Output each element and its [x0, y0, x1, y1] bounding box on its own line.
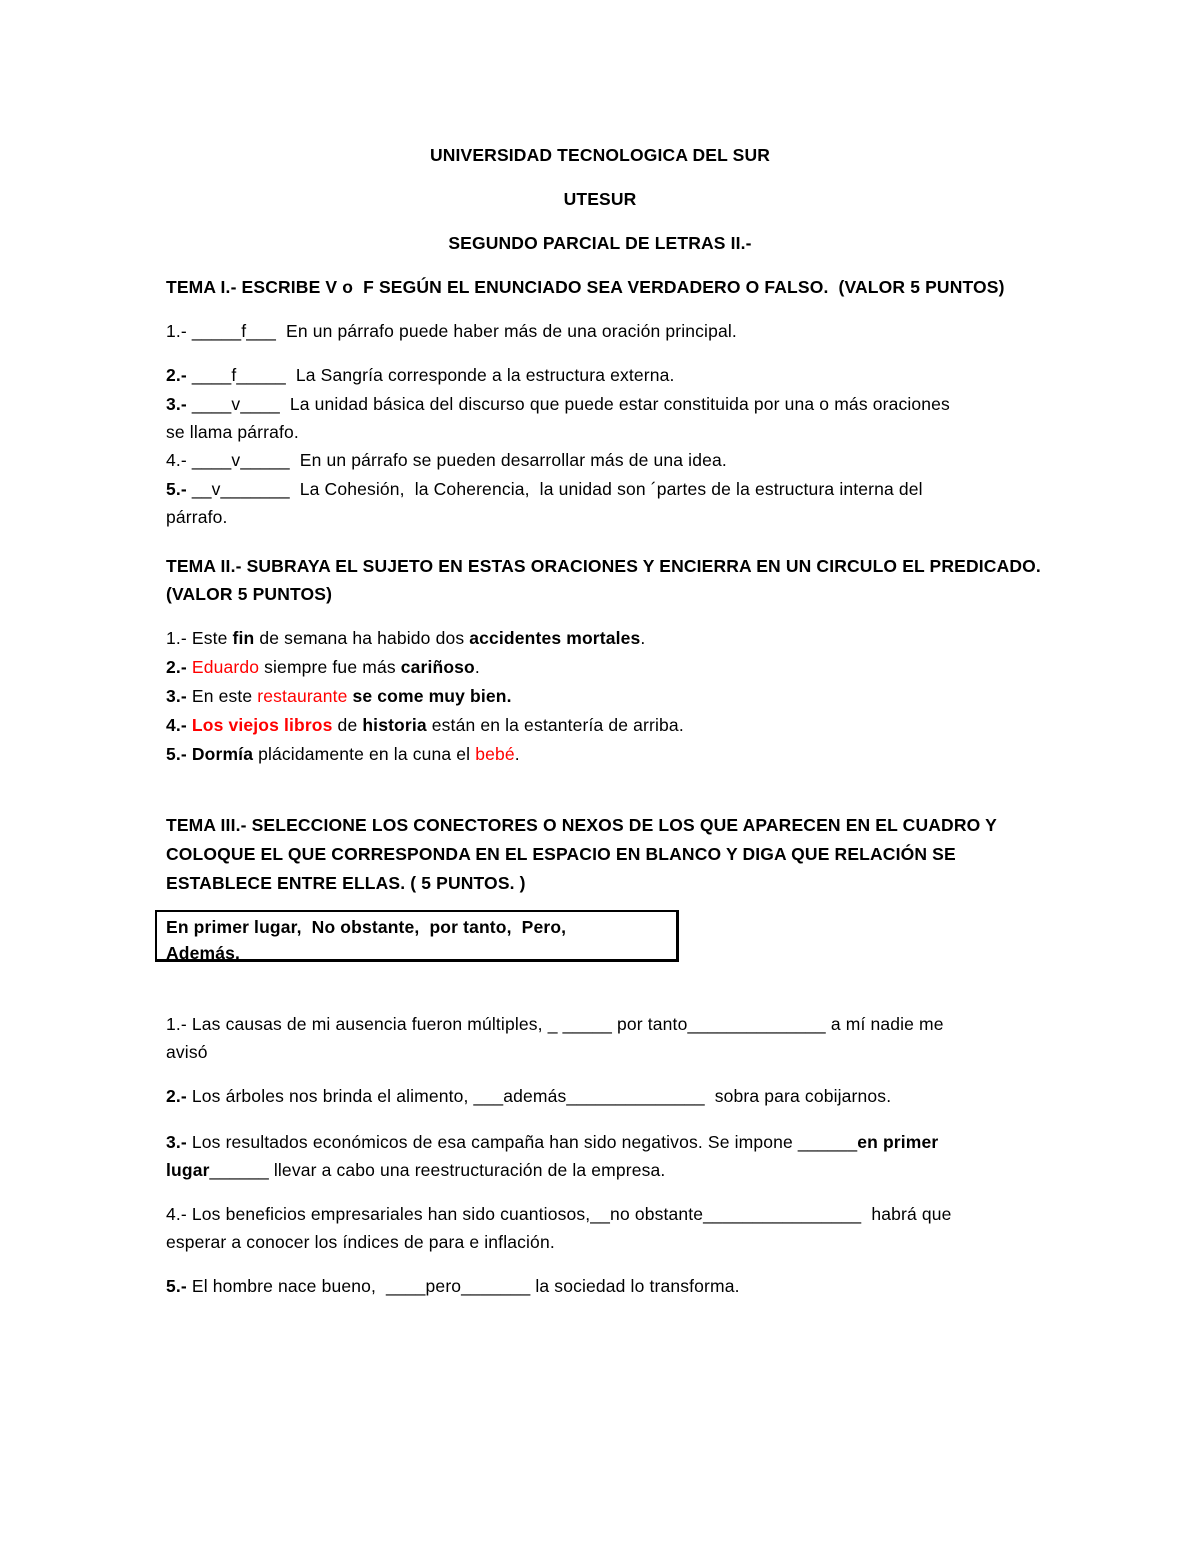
tema2-item-2: [166, 655, 480, 679]
sentence-part: Dormía: [186, 744, 254, 764]
sentence-part: ______ llevar a cabo una reestructuración de la empresa.: [209, 1160, 666, 1180]
sentence-part: Las causas de mi ausencia fueron múltiples, _ _____ por tanto______________ a mí nadie me: [186, 1014, 944, 1034]
tema1-item-5: [166, 477, 923, 501]
sentence-part: Los beneficios empresariales han sido cuantiosos,__no obstante________________ habrá que: [186, 1204, 952, 1224]
tema1-title: TEMA I.- ESCRIBE V o F SEGÚN EL ENUNCIADO SEA VERDADERO O FALSO. (VALOR 5 PUNTOS): [166, 277, 1005, 297]
sentence-part: siempre fue más: [259, 657, 401, 677]
sentence-part: plácidamente en la cuna el: [253, 744, 476, 764]
tema1-item-4: [166, 448, 727, 472]
sentence-part: Este: [186, 628, 233, 648]
sentence-part: Los árboles nos brinda el alimento, ___además______________ sobra para cobijarnos.: [186, 1086, 892, 1106]
sentence-part: El hombre nace bueno, ____pero_______ la sociedad lo transforma.: [186, 1276, 740, 1296]
sentence-part: fin: [232, 628, 255, 648]
tema2-item-1: [166, 626, 645, 650]
connectors-box-line2: Además.: [166, 943, 240, 963]
item-number: 1.-: [166, 321, 187, 341]
tema1-item-3-continuation: se llama párrafo.: [166, 422, 299, 442]
statement-text: En un párrafo se pueden desarrollar más de una idea.: [294, 450, 727, 470]
sentence-part: .: [640, 628, 646, 648]
item-number: 2.-: [166, 365, 187, 385]
tema3-title-line1: TEMA III.- SELECCIONE LOS CONECTORES O NEXOS DE LOS QUE APARECEN EN EL CUADRO Y: [166, 815, 997, 835]
tema2-item-3: [166, 684, 512, 708]
tema2-item-4: [166, 713, 684, 737]
item-number: 4.-: [166, 715, 187, 735]
item-number: 5.-: [166, 479, 187, 499]
sentence-part: están en la estantería de arriba.: [426, 715, 684, 735]
tema3-item-4-continuation: esperar a conocer los índices de para e inflación.: [166, 1232, 555, 1252]
sentence-part: de semana ha habido dos: [254, 628, 470, 648]
university-acronym: UTESUR: [563, 189, 637, 209]
sentence-part: En este: [186, 686, 258, 706]
item-number: 2.-: [166, 657, 187, 677]
connectors-box-line1: En primer lugar, No obstante, por tanto, Pero,: [166, 917, 567, 937]
tema3-title-line2: COLOQUE EL QUE CORRESPONDA EN EL ESPACIO EN BLANCO Y DIGA QUE RELACIÓN SE: [166, 844, 956, 864]
sentence-part: .: [514, 744, 520, 764]
university-title: UNIVERSIDAD TECNOLOGICA DEL SUR: [429, 145, 771, 165]
answer-blank: ____v_____: [186, 450, 295, 470]
sentence-part: lugar: [166, 1160, 210, 1180]
item-number: 3.-: [166, 686, 187, 706]
sentence-part: cariñoso: [400, 657, 475, 677]
answer-blank: ____v____: [186, 394, 285, 414]
tema3-item-3-continuation: [166, 1158, 665, 1182]
tema3-item-1-continuation: avisó: [166, 1042, 208, 1062]
tema1-item-1: [166, 319, 737, 343]
sentence-part: de: [332, 715, 363, 735]
item-number: 2.-: [166, 1086, 187, 1106]
answer-blank: ____f_____: [186, 365, 291, 385]
item-number: 5.-: [166, 1276, 187, 1296]
tema1-item-3: [166, 392, 950, 416]
statement-text: La unidad básica del discurso que puede estar constituida por una o más oraciones: [284, 394, 950, 414]
tema2-title-line2: (VALOR 5 PUNTOS): [166, 584, 333, 604]
statement-text: La Cohesión, la Coherencia, la unidad son ´partes de la estructura interna del: [294, 479, 923, 499]
sentence-part: en primer: [857, 1132, 939, 1152]
sentence-part: accidentes mortales: [469, 628, 641, 648]
subject-red: Los viejos libros: [186, 715, 333, 735]
tema1-item-2: [166, 363, 675, 387]
tema3-item-5: [166, 1274, 740, 1298]
tema3-title-line3: ESTABLECE ENTRE ELLAS. ( 5 PUNTOS. ): [166, 873, 526, 893]
sentence-part: se come muy bien.: [347, 686, 512, 706]
tema2-title-line1: TEMA II.- SUBRAYA EL SUJETO EN ESTAS ORACIONES Y ENCIERRA EN UN CIRCULO EL PREDICADO.: [166, 556, 1041, 576]
exam-title: SEGUNDO PARCIAL DE LETRAS II.-: [448, 233, 752, 253]
subject-red: Eduardo: [186, 657, 260, 677]
tema2-item-5: [166, 742, 520, 766]
item-number: 3.-: [166, 1132, 187, 1152]
item-number: 1.-: [166, 628, 187, 648]
answer-blank: _____f___: [186, 321, 281, 341]
item-number: 4.-: [166, 1204, 187, 1224]
answer-blank: __v_______: [186, 479, 295, 499]
item-number: 1.-: [166, 1014, 187, 1034]
tema3-item-1: [166, 1012, 944, 1036]
tema3-item-4: [166, 1202, 952, 1226]
tema3-item-2: [166, 1084, 891, 1108]
sentence-part: historia: [362, 715, 427, 735]
tema1-item-5-continuation: párrafo.: [166, 507, 228, 527]
sentence-part: Los resultados económicos de esa campaña han sido negativos. Se impone ______: [186, 1132, 858, 1152]
sentence-part: .: [474, 657, 480, 677]
statement-text: La Sangría corresponde a la estructura externa.: [290, 365, 675, 385]
item-number: 3.-: [166, 394, 187, 414]
subject-red: bebé: [475, 744, 515, 764]
tema3-item-3: [166, 1130, 938, 1154]
subject-red: restaurante: [257, 686, 348, 706]
item-number: 5.-: [166, 744, 187, 764]
statement-text: En un párrafo puede haber más de una oración principal.: [280, 321, 737, 341]
item-number: 4.-: [166, 450, 187, 470]
